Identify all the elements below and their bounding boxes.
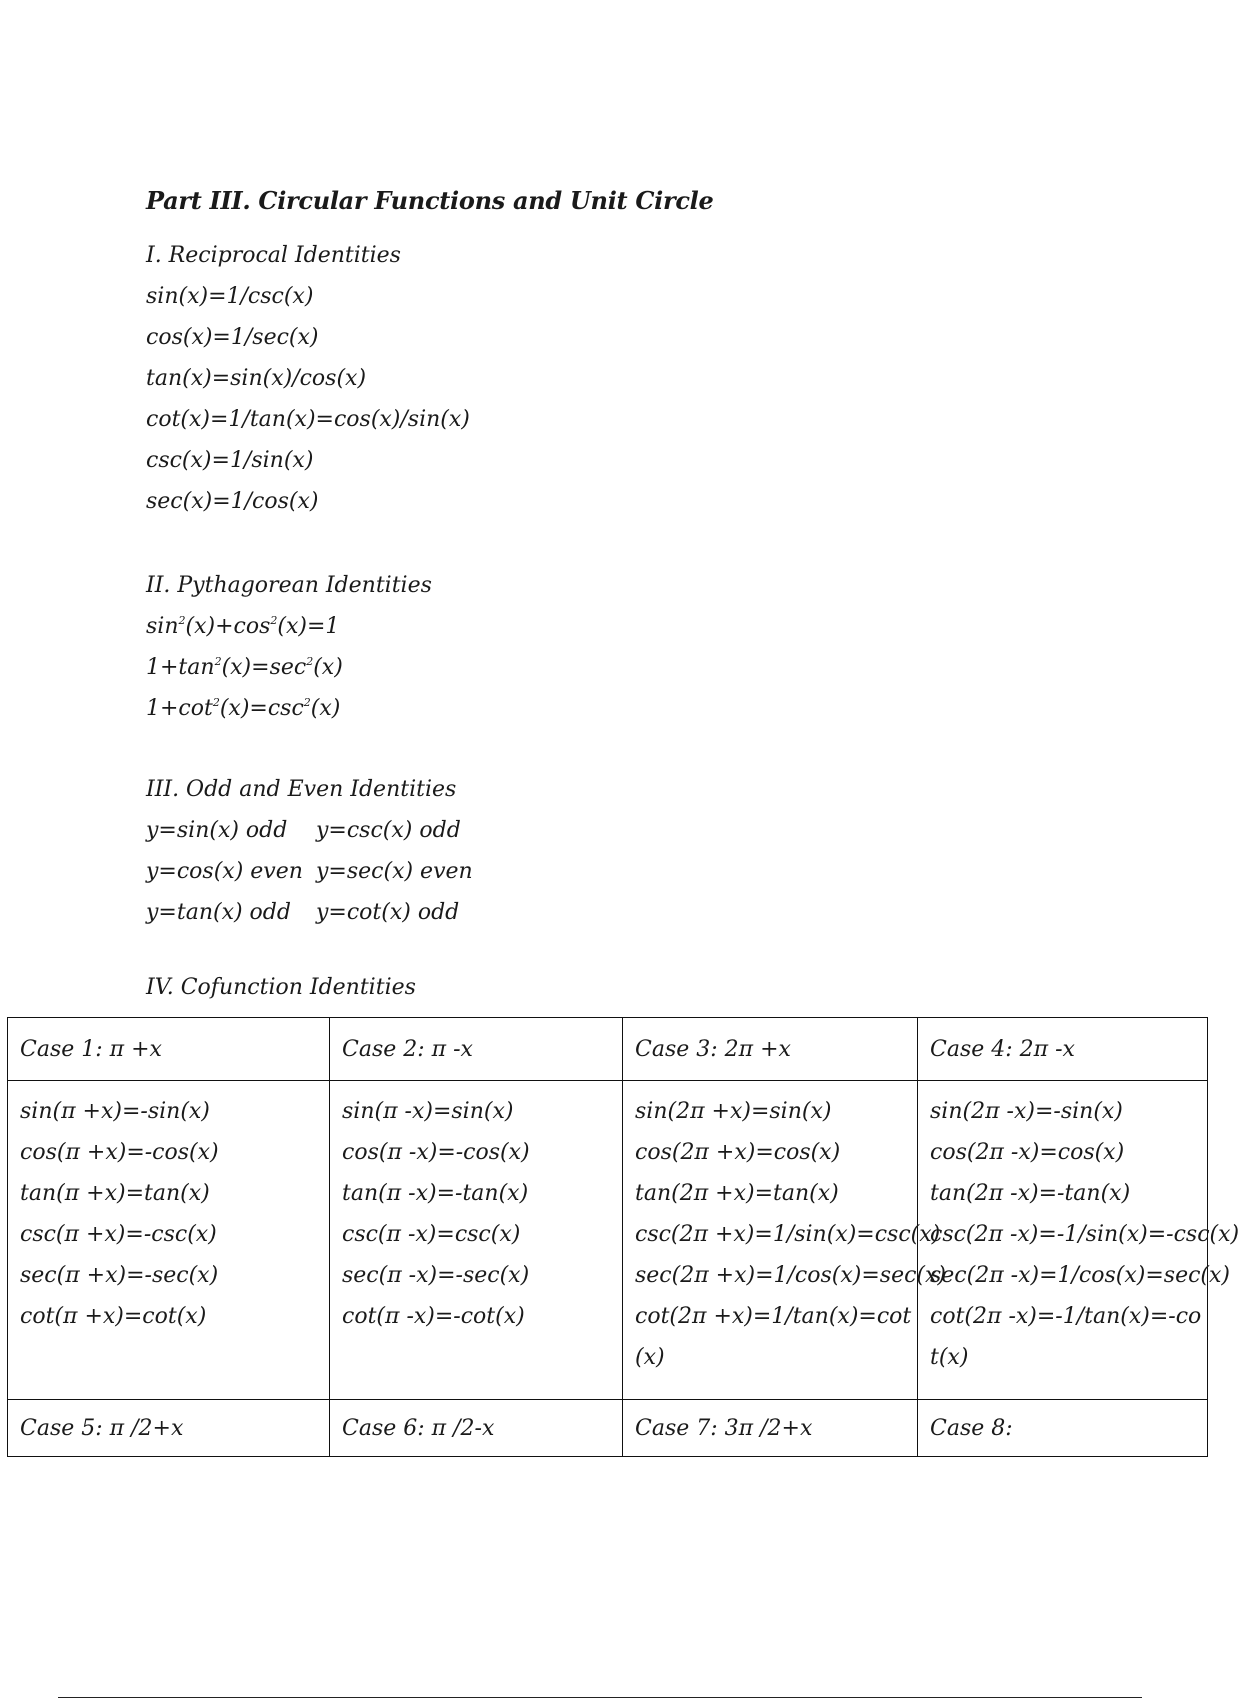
case-header: Case 3: 2π +x	[623, 1018, 918, 1081]
identity-line: cot(2π -x)=-1/tan(x)=-cot(x)	[930, 1304, 1202, 1370]
pythagorean-section	[146, 565, 432, 729]
odd-even-left: y=cos(x) even	[146, 859, 303, 884]
identity-line: cos(2π +x)=cos(x)	[635, 1140, 841, 1165]
cofunction-heading: IV. Cofunction Identities	[146, 975, 416, 1000]
identity-line: sin(π +x)=-sin(x)	[20, 1099, 210, 1124]
pythagorean-line: $1+\cot^2(x)=\csc^2(x)$	[146, 696, 341, 721]
case-header: Case 4: 2π -x	[918, 1018, 1208, 1081]
case-header: Case 5: π /2+x	[8, 1400, 330, 1457]
identity-line: sin(2π +x)=sin(x)	[635, 1099, 832, 1124]
identity-line: tan(2π -x)=-tan(x)	[930, 1181, 1131, 1206]
case-header: Case 1: π +x	[8, 1018, 330, 1081]
table-header-row	[8, 1018, 1208, 1081]
odd-even-row	[146, 851, 473, 892]
identity-line: cos(π -x)=-cos(x)	[342, 1140, 530, 1165]
case-header: Case 6: π /2-x	[330, 1400, 623, 1457]
identity-line: cos(π +x)=-cos(x)	[20, 1140, 219, 1165]
cofunction-table	[7, 1017, 1239, 1457]
reciprocal-section	[146, 235, 470, 522]
identity-line: csc(2π -x)=-1/sin(x)=-csc(x)	[930, 1222, 1239, 1247]
odd-even-right: y=cot(x) odd	[316, 900, 460, 925]
table-footer-row	[8, 1400, 1208, 1457]
case-header: Case 2: π -x	[330, 1018, 623, 1081]
odd-even-right: y=sec(x) even	[316, 859, 473, 884]
identity-line: tan(π -x)=-tan(x)	[342, 1181, 529, 1206]
case-cell	[918, 1081, 1239, 1400]
odd-even-row	[146, 810, 473, 851]
reciprocal-line: cot(x)=1/tan(x)=cos(x)/sin(x)	[146, 407, 470, 432]
identity-line: sin(2π -x)=-sin(x)	[930, 1099, 1123, 1124]
case-cell	[623, 1081, 946, 1400]
reciprocal-line: sec(x)=1/cos(x)	[146, 489, 319, 514]
identity-line: csc(π -x)=csc(x)	[342, 1222, 521, 1247]
table-body-row	[8, 1081, 1208, 1400]
case-header: Case 8:	[918, 1400, 1208, 1457]
reciprocal-heading: I. Reciprocal Identities	[146, 243, 401, 268]
identity-line: cot(2π +x)=1/tan(x)=cot(x)	[635, 1304, 912, 1370]
case-header: Case 7: 3π /2+x	[623, 1400, 918, 1457]
identity-line: tan(2π +x)=tan(x)	[635, 1181, 839, 1206]
identity-line: sec(π +x)=-sec(x)	[20, 1263, 219, 1288]
odd-even-row	[146, 892, 473, 933]
reciprocal-line: tan(x)=sin(x)/cos(x)	[146, 366, 367, 391]
identity-line: sec(π -x)=-sec(x)	[342, 1263, 530, 1288]
reciprocal-line: sin(x)=1/csc(x)	[146, 284, 314, 309]
odd-even-left: y=sin(x) odd	[146, 818, 288, 843]
identity-line: sin(π -x)=sin(x)	[342, 1099, 514, 1124]
identity-line: cot(π +x)=cot(x)	[20, 1304, 207, 1329]
identity-line: tan(π +x)=tan(x)	[20, 1181, 210, 1206]
odd-even-right: y=csc(x) odd	[316, 818, 461, 843]
pythagorean-line: $\sin^2(x)+\cos^2(x)=1$	[146, 614, 340, 639]
odd-even-left: y=tan(x) odd	[146, 900, 291, 925]
identity-line: cot(π -x)=-cot(x)	[342, 1304, 525, 1329]
reciprocal-line: csc(x)=1/sin(x)	[146, 448, 314, 473]
identity-line: sec(2π -x)=1/cos(x)=sec(x)	[930, 1263, 1230, 1288]
identity-line: csc(2π +x)=1/sin(x)=csc(x)	[635, 1222, 941, 1247]
pythagorean-heading: II. Pythagorean Identities	[146, 573, 432, 598]
case-cell	[8, 1081, 330, 1400]
identity-line: cos(2π -x)=cos(x)	[930, 1140, 1125, 1165]
odd-even-section	[146, 769, 473, 933]
identity-line: sec(2π +x)=1/cos(x)=sec(x)	[635, 1263, 946, 1288]
footer-divider	[58, 1697, 1142, 1698]
identity-line: csc(π +x)=-csc(x)	[20, 1222, 217, 1247]
odd-even-heading: III. Odd and Even Identities	[146, 777, 457, 802]
case-cell	[330, 1081, 623, 1400]
reciprocal-line: cos(x)=1/sec(x)	[146, 325, 319, 350]
pythagorean-line: $1+\tan^2(x)=\sec^2(x)$	[146, 655, 343, 680]
page-title: Part III. Circular Functions and Unit Circle	[146, 186, 714, 215]
